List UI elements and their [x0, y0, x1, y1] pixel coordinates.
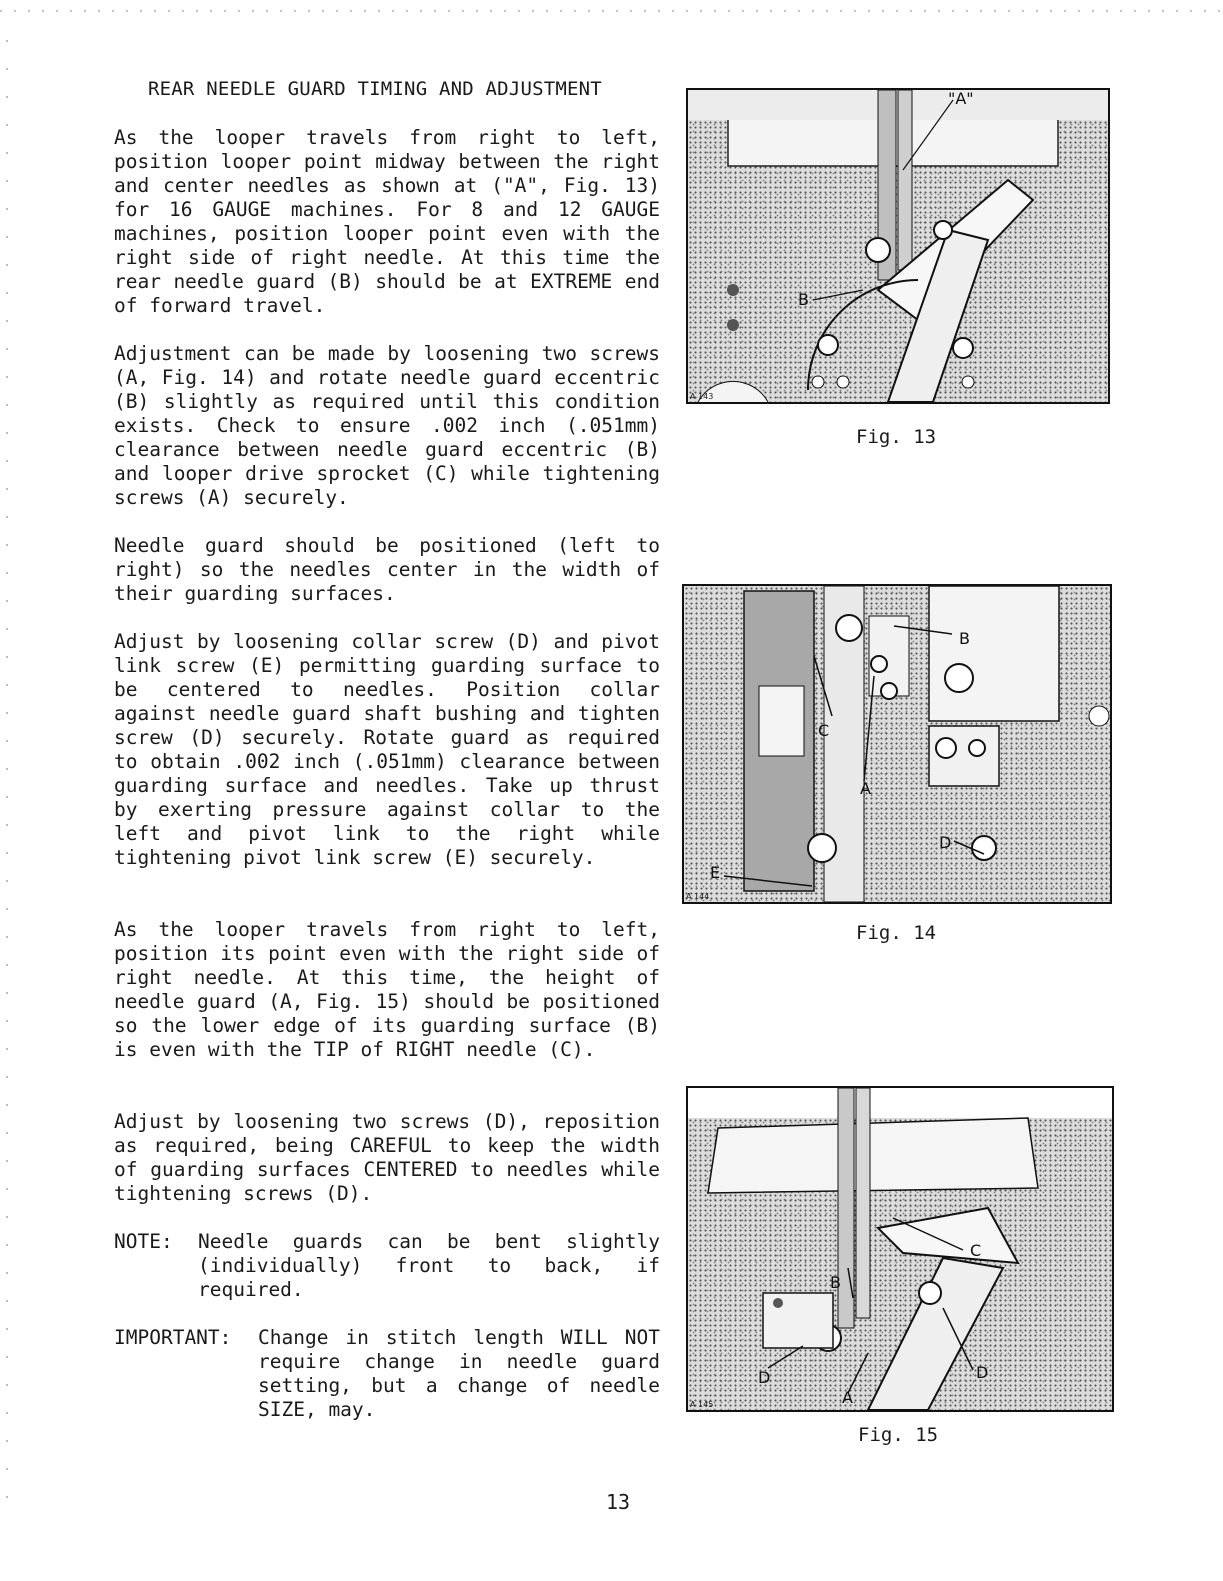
- figure-14-photo-id: A 144: [686, 892, 710, 901]
- figure-14-label-d: D: [939, 833, 952, 852]
- figure-13-caption: Fig. 13: [856, 426, 937, 448]
- important-block: [114, 1326, 660, 1422]
- paragraph-collar-adjustment: Adjust by loosening collar screw (D) and pivot link screw (E) permitting guarding surface to be centered to needles. Position collar against needle guard shaft bushing and tighten screw (D) securely. Rotate guard as required to obtain .002 inch (.051mm) clearance between guarding surface and needles. Take up thrust by exerting pressure against collar to the left and pivot link to the right while tightening pivot link screw (E) securely.: [114, 630, 660, 869]
- figure-14-label-a: A: [860, 779, 871, 798]
- figure-13-photo-id: A 143: [690, 392, 714, 401]
- figure-13-drawing: [688, 90, 1108, 402]
- figure-14-label-b: B: [959, 629, 970, 648]
- scan-artifact-left: [6, 40, 8, 1500]
- figure-13-label-a: "A": [948, 90, 974, 108]
- note-label: NOTE:: [114, 1230, 173, 1253]
- page-number: 13: [606, 1490, 631, 1514]
- figure-14-drawing: [684, 586, 1110, 902]
- paragraph-screw-reposition: Adjust by loosening two screws (D), reposition as required, being CAREFUL to keep the width of guarding surfaces CENTERED to needles while tightening screws (D).: [114, 1110, 660, 1205]
- figure-14-photo: [682, 584, 1112, 904]
- paragraph-guard-position: Needle guard should be positioned (left to right) so the needles center in the width of their guarding surfaces.: [114, 534, 660, 605]
- scan-artifact-top: [0, 10, 1223, 12]
- figure-13-photo: [686, 88, 1110, 404]
- note-text: Needle guards can be bent slightly (individually) front to back, if required.: [198, 1230, 660, 1301]
- paragraph-guard-height: As the looper travels from right to left, position its point even with the right side of right needle. At this time, the height of needle guard (A, Fig. 15) should be positioned so the lower edge of its guarding surface (B) is even with the TIP of RIGHT needle (C).: [114, 918, 660, 1061]
- figure-15-photo: [686, 1086, 1114, 1412]
- paragraph-looper-timing: As the looper travels from right to left, position looper point midway between the right and center needles as shown at ("A", Fig. 13) for 16 GAUGE machines. For 8 and 12 GAUGE machines, position looper point even with the right side of right needle. At this time the rear needle guard (B) should be at EXTREME end of forward travel.: [114, 126, 660, 317]
- figure-14-label-c: C: [818, 721, 830, 740]
- figure-15-label-b: B: [830, 1273, 841, 1292]
- figure-13-label-b: B: [798, 290, 809, 309]
- figure-15-photo-id: A 145: [690, 1400, 714, 1409]
- figure-14-label-e: E: [710, 863, 721, 882]
- figure-15-caption: Fig. 15: [858, 1424, 939, 1446]
- important-text: Change in stitch length WILL NOT require change in needle guard setting, but a change of needle SIZE, may.: [258, 1326, 660, 1421]
- figure-15-label-a: A: [842, 1388, 853, 1407]
- paragraph-eccentric-adjustment: Adjustment can be made by loosening two screws (A, Fig. 14) and rotate needle guard eccentric (B) slightly as required until this condition exists. Check to ensure .002 inch (.051mm) clearance between needle guard eccentric (B) and looper drive sprocket (C) while tightening screws (A) securely.: [114, 342, 660, 509]
- note-block: [114, 1230, 660, 1302]
- figure-15-label-c: C: [970, 1241, 982, 1260]
- figure-15-label-d-right: D: [976, 1363, 989, 1382]
- figure-14-caption: Fig. 14: [856, 922, 937, 944]
- figure-15-label-d-left: D: [758, 1368, 771, 1387]
- figure-15-drawing: [688, 1088, 1112, 1410]
- important-label: IMPORTANT:: [114, 1326, 232, 1349]
- section-heading: REAR NEEDLE GUARD TIMING AND ADJUSTMENT: [148, 78, 602, 100]
